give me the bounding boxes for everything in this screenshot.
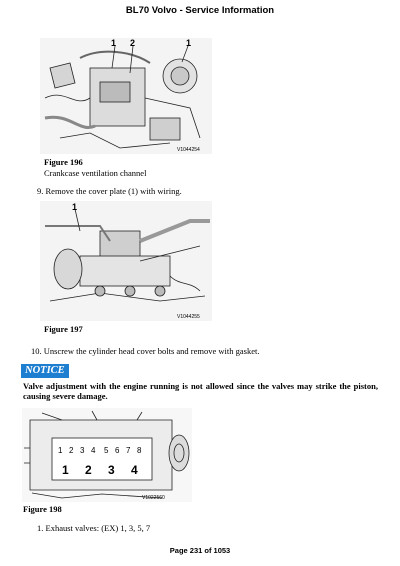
page-number: Page 231 of 1053	[169, 546, 231, 555]
step-10-text: 10. Unscrew the cylinder head cover bolts and remove with gasket.	[31, 346, 260, 356]
cylinder-number-4: 4	[131, 463, 138, 477]
step-9-text: 9. Remove the cover plate (1) with wiring.	[37, 186, 182, 196]
cylinder-number-3: 3	[108, 463, 115, 477]
figure-197-label: Figure 197	[44, 324, 83, 334]
figure-197-callout-1: 1	[72, 202, 78, 212]
valve-number-4: 4	[91, 446, 96, 455]
notice-text: Valve adjustment with the engine running is not allowed since the valves may strike the piston, causing severe damage.	[23, 381, 378, 401]
valve-number-8: 8	[137, 446, 142, 455]
figure-197-image	[40, 201, 212, 321]
figure-196-image	[40, 38, 212, 154]
cylinder-number-1: 1	[62, 463, 69, 477]
valve-number-3: 3	[80, 446, 85, 455]
cylinder-number-2: 2	[85, 463, 92, 477]
figure-196-image-id: V1044254	[177, 147, 200, 153]
valve-number-7: 7	[126, 446, 131, 455]
figure-196-callout-1: 1	[111, 38, 117, 48]
valve-number-5: 5	[104, 446, 109, 455]
figure-198-image-id: V1022560	[142, 495, 165, 501]
valve-number-6: 6	[115, 446, 120, 455]
figure-196-caption: Crankcase ventilation channel	[44, 168, 147, 178]
valve-number-1: 1	[58, 446, 63, 455]
page-header-title: BL70 Volvo - Service Information	[125, 5, 275, 16]
figure-196-callout-1b: 1	[186, 38, 192, 48]
figure-196-label: Figure 196	[44, 157, 83, 167]
figure-198-label: Figure 198	[23, 504, 62, 514]
figure-198-image	[22, 408, 192, 502]
valve-number-2: 2	[69, 446, 74, 455]
notice-label: NOTICE	[21, 364, 69, 378]
figure-196-callout-2: 2	[130, 38, 136, 48]
figure-197-image-id: V1044255	[177, 314, 200, 320]
step-exhaust-valves-text: 1. Exhaust valves: (EX) 1, 3, 5, 7	[37, 523, 151, 533]
